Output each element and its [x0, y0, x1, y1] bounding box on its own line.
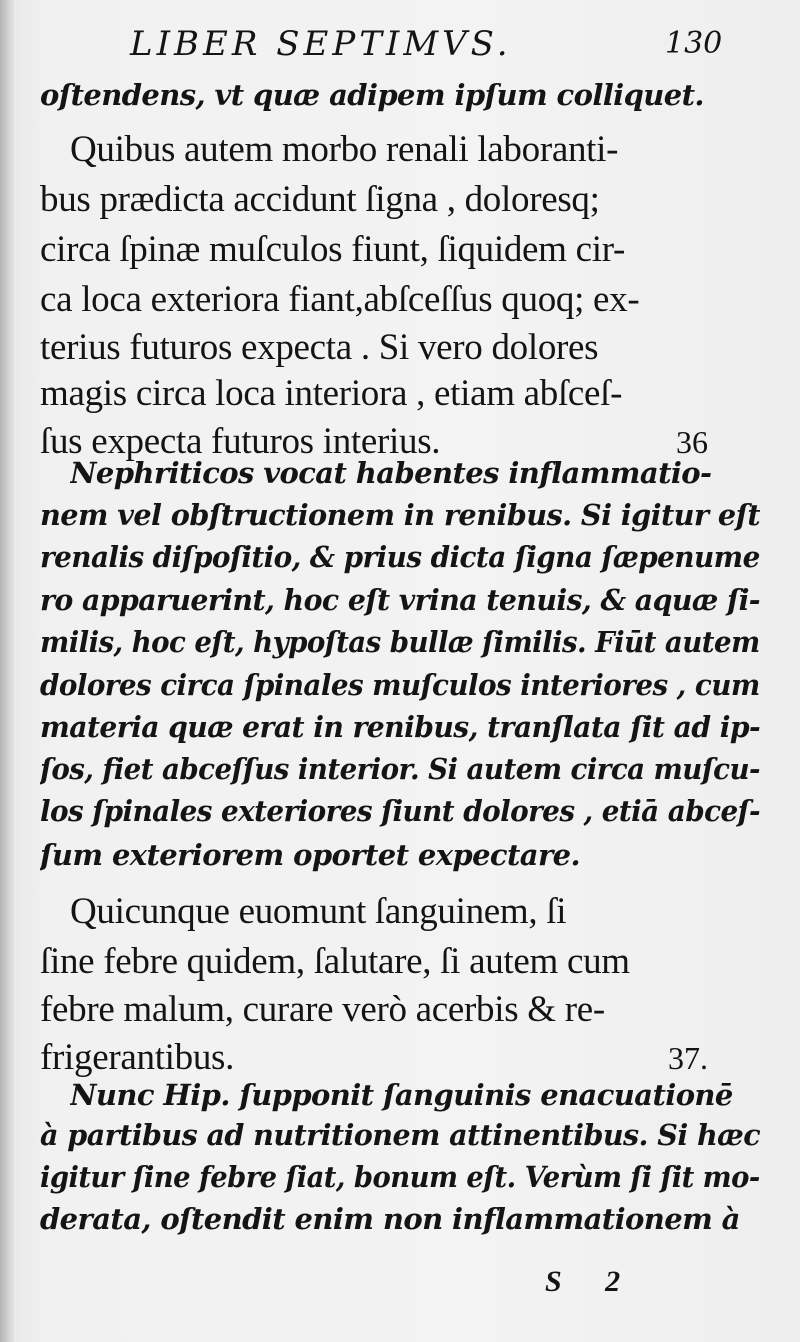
commentary-line — [40, 1160, 760, 1194]
running-head: LIBER SEPTIMVS. — [130, 24, 512, 64]
aphorism-line — [40, 178, 760, 221]
line-text: febre malum, curare verò acerbis & re- — [40, 989, 605, 1030]
line-text: frigerantibus. — [40, 1037, 235, 1078]
commentary-line — [40, 794, 760, 828]
line-text: derata, oſtendit enim non inflammationem à — [40, 1202, 740, 1236]
aphorism-number: 36 — [676, 424, 708, 460]
commentary-line — [70, 456, 760, 490]
binding-shadow — [0, 0, 14, 1342]
aphorism-line — [70, 890, 760, 933]
aphorism-line — [40, 372, 760, 415]
aphorism-line — [40, 940, 760, 983]
line-text: Quicunque euomunt ſanguinem, ſi — [70, 891, 567, 932]
line-text: circa ſpinæ muſculos fiunt, ſiquidem cir- — [40, 229, 625, 270]
line-text: ſos, fiet abceſſus interior. Si autem circa muſcu- — [40, 752, 760, 786]
commentary-line — [40, 710, 760, 744]
line-text: renalis diſpoſitio, & prius dicta ſigna ſæpenume — [40, 540, 760, 574]
aphorism-line — [40, 326, 760, 369]
line-text: ſum exteriorem oportet expectare. — [40, 838, 580, 872]
aphorism-line — [40, 1036, 760, 1079]
commentary-line — [40, 1118, 760, 1152]
aphorism-line — [70, 128, 760, 171]
commentary-line — [40, 78, 760, 112]
folio-number: 130 — [665, 26, 723, 61]
line-text: à partibus ad nutritionem attinentibus. Si hæc — [40, 1118, 760, 1152]
aphorism-line — [40, 278, 760, 321]
commentary-line — [40, 498, 760, 532]
line-text: magis circa loca interiora , etiam abſceſ- — [40, 373, 623, 414]
commentary-line — [40, 752, 760, 786]
line-text: bus prædicta accidunt ſigna , doloresq; — [40, 179, 600, 220]
line-text: los ſpinales exteriores ſiunt dolores , etiā abceſ- — [40, 794, 760, 828]
page-header — [0, 24, 800, 74]
line-text: Nephriticos vocat habentes inflammatio- — [70, 456, 712, 490]
aphorism-number: 37. — [668, 1040, 708, 1076]
line-text: ſine febre quidem, ſalutare, ſi autem cum — [40, 941, 630, 982]
line-text: ſus expecta futuros interius. — [40, 421, 441, 462]
commentary-line — [40, 668, 760, 702]
signature-mark: S 2 — [545, 1265, 639, 1298]
line-text: dolores circa ſpinales muſculos interiores , cum — [40, 668, 760, 702]
line-text: oſtendens, vt quæ adipem ipſum colliquet. — [40, 78, 704, 112]
line-text: nem vel obſtructionem in renibus. Si igitur eſt — [40, 498, 760, 532]
line-text: terius futuros expecta . Si vero dolores — [40, 327, 599, 368]
line-text: ro apparuerint, hoc eſt vrina tenuis, & aquæ ſi- — [40, 583, 760, 617]
commentary-line — [40, 1202, 760, 1236]
line-text: Quibus autem morbo renali laboranti- — [70, 129, 619, 170]
line-text: materia quæ erat in renibus, tranſlata ſit ad ip- — [40, 710, 760, 744]
commentary-line — [40, 625, 760, 659]
commentary-line — [40, 583, 760, 617]
commentary-line — [40, 540, 760, 574]
aphorism-line — [40, 228, 760, 271]
line-text: igitur ſine febre ſiat, bonum eſt. Verùm ſi ſit mo- — [40, 1160, 760, 1194]
commentary-line — [70, 1078, 760, 1112]
line-text: milis, hoc eſt, hypoſtas bullæ ſimilis. Fiūt autem — [40, 625, 760, 659]
commentary-line — [40, 838, 760, 872]
aphorism-line — [40, 988, 760, 1031]
line-text: Nunc Hip. ſupponit ſanguinis enacuationē — [70, 1078, 733, 1112]
line-text: ca loca exteriora fiant,abſceſſus quoq; ex- — [40, 279, 640, 320]
